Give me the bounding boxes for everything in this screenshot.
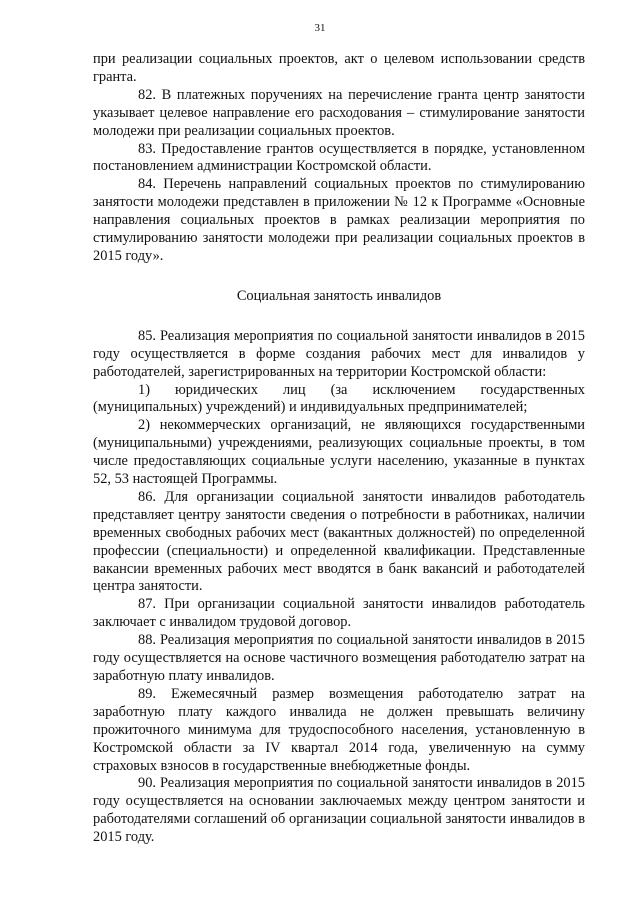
section-heading: Социальная занятость инвалидов bbox=[236, 287, 442, 304]
paragraph-87: 87. При организации социальной занятости инвалидов работодатель заключает с инвалидом трудовой договор. bbox=[93, 596, 585, 631]
list-item-2: 2) некоммерческих организаций, не являющихся государственными (муниципальными) учреждениями, реализующих социальные проекты, в том числе предоставляющих социальные услуги населению, указанные в пунктах 52, 53 настоящей Программы. bbox=[93, 417, 585, 488]
paragraph-89: 89. Ежемесячный размер возмещения работодателю затрат на заработную плату каждого инвалида не должен превышать величину прожиточного минимума для трудоспособного населения, установленную в Костромской области за IV квартал 2014 года, увеличенную на сумму страховых взносов в государственные внебюджетные фонды. bbox=[93, 685, 585, 774]
paragraph-85: 85. Реализация мероприятия по социальной занятости инвалидов в 2015 году осуществляется в форме создания рабочих мест для инвалидов у работодателей, зарегистрированных на территории Костромской области: bbox=[93, 327, 585, 380]
document-body bbox=[93, 51, 585, 847]
paragraph-continuation: при реализации социальных проектов, акт о целевом использовании средств гранта. bbox=[93, 51, 585, 85]
page-number: 31 bbox=[314, 22, 326, 34]
paragraph-84: 84. Перечень направлений социальных проектов по стимулированию занятости молодежи представлен в приложении № 12 к Программе «Основные направления социальных проектов в рамках реализации мероприятия по стимулированию занятости молодежи при реализации социальных проектов в 2015 году». bbox=[93, 176, 585, 264]
paragraph-86: 86. Для организации социальной занятости инвалидов работодатель представляет центру занятости сведения о потребности в работниках, наличии временных свободных рабочих мест (вакантных должностей) по определенной профессии (специальности) и определенной квалификации. Представленные вакансии временных рабочих мест вводятся в банк вакансий и работодателей центра занятости. bbox=[93, 488, 585, 595]
paragraph-90: 90. Реализация мероприятия по социальной занятости инвалидов в 2015 году осуществляется на основании заключаемых между центром занятости и работодателями соглашений об организации социальной занятости инвалидов в 2015 году. bbox=[93, 775, 585, 846]
paragraph-82: 82. В платежных поручениях на перечисление гранта центр занятости указывает целевое направление его расходования – стимулирование занятости молодежи при реализации социальных проектов. bbox=[93, 86, 585, 139]
paragraph-88: 88. Реализация мероприятия по социальной занятости инвалидов в 2015 году осуществляется на основе частичного возмещения работодателю затрат на заработную плату инвалидов. bbox=[93, 632, 585, 684]
paragraph-83: 83. Предоставление грантов осуществляется в порядке, установленном постановлением администрации Костромской области. bbox=[93, 140, 585, 175]
list-item-1: 1) юридических лиц (за исключением государственных (муниципальных) учреждений) и индивидуальных предпринимателей; bbox=[93, 381, 585, 416]
